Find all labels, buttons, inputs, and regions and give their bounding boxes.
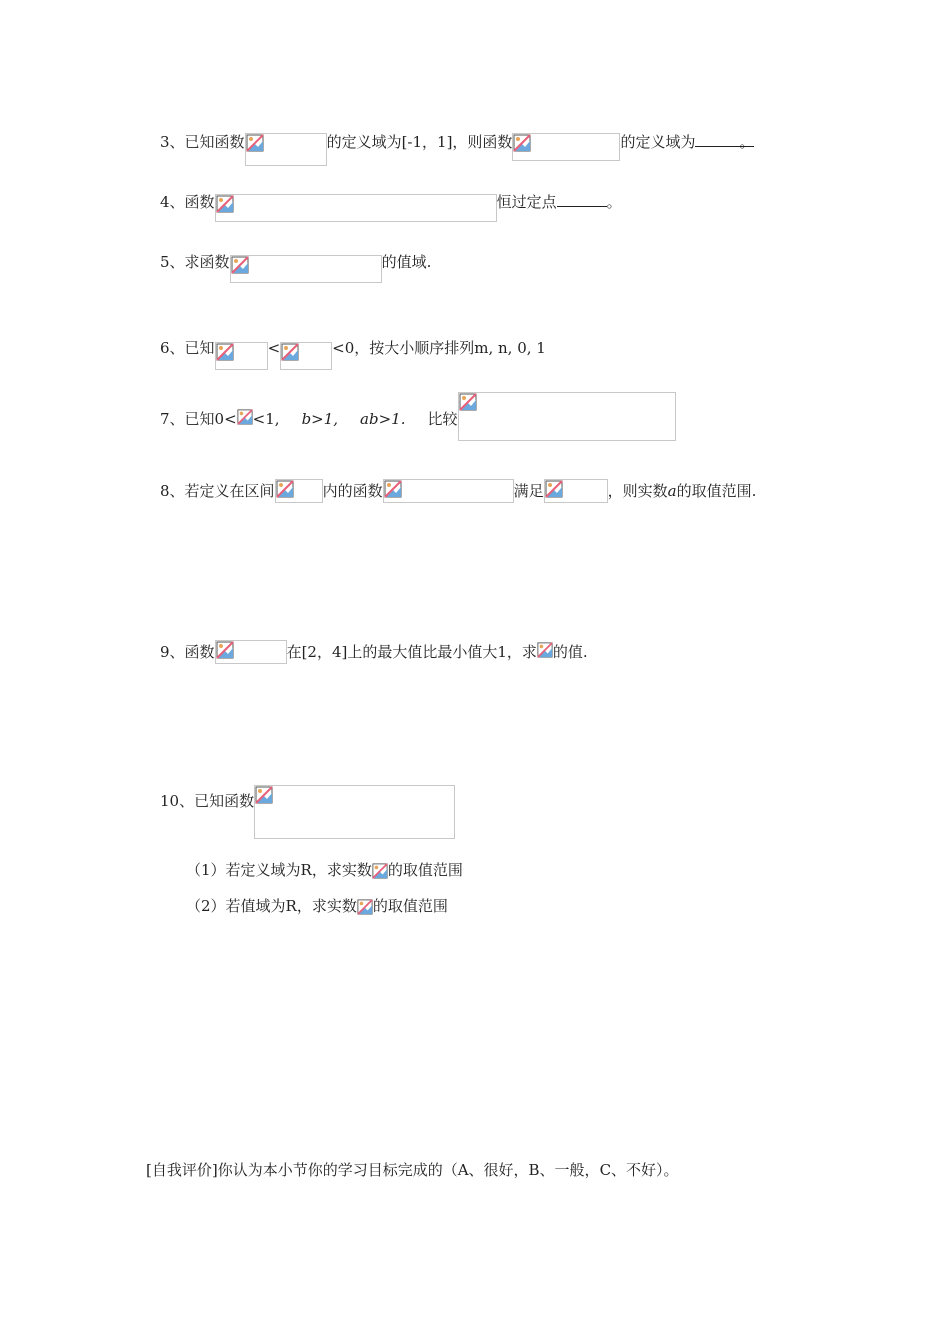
formula-image (237, 409, 253, 427)
broken-image-icon (357, 899, 373, 915)
broken-image-icon (231, 256, 249, 274)
broken-image-icon (255, 786, 273, 804)
question-text: < (267, 339, 281, 357)
question-5 (160, 250, 431, 283)
question-text: 的取值范围 (387, 861, 463, 879)
question-text: 已知 (184, 339, 215, 357)
question-7 (160, 392, 676, 441)
question-text: ab>1. (360, 410, 406, 428)
question-9 (160, 640, 588, 664)
formula-image (215, 194, 497, 222)
formula-image (357, 899, 373, 919)
formula-image (383, 479, 514, 503)
question-text: a (667, 482, 677, 500)
question-text: 的定义域为 (620, 133, 696, 151)
question-text: 。 (606, 193, 622, 211)
question-text: 的取值范围 (372, 897, 448, 915)
self-evaluation-text: [自我评价]你认为本小节你的学习目标完成的（A、很好，B、一般，C、不好）。 (146, 1161, 679, 1179)
question-number: 5、 (160, 253, 185, 271)
question-text: b>1, (301, 410, 339, 428)
question-text: 若定义在区间 (184, 482, 275, 500)
broken-image-icon (237, 409, 253, 425)
question-text: 的值. (552, 643, 588, 661)
broken-image-icon (216, 195, 234, 213)
question-text: 内的函数 (322, 482, 383, 500)
formula-image (458, 392, 676, 441)
question-text: 已知函数 (184, 133, 245, 151)
question-text: 的取值范围. (676, 482, 757, 500)
formula-image (537, 642, 553, 660)
question-number: 7、 (160, 410, 185, 428)
self-evaluation (146, 1158, 679, 1180)
formula-image (280, 342, 332, 370)
broken-image-icon (216, 641, 234, 659)
formula-image (275, 479, 323, 503)
answer-blank[interactable] (695, 130, 739, 147)
question-text: 的定义域为[-1，1]，则函数 (326, 133, 513, 151)
question-number: 8、 (160, 482, 185, 500)
question-text: <1, (252, 410, 280, 428)
broken-image-icon (216, 343, 234, 361)
question-text: 的值域. (381, 253, 432, 271)
question-text: <0，按大小顺序排列m, n, 0, 1 (332, 339, 546, 357)
formula-image (372, 863, 388, 883)
formula-image (245, 133, 327, 166)
question-10 (160, 785, 455, 839)
question-number: 9、 (160, 643, 185, 661)
question-text: ，则实数 (607, 482, 668, 500)
question-10-part-1 (186, 858, 463, 883)
broken-image-icon (384, 480, 402, 498)
question-10-part-2 (186, 894, 448, 919)
formula-image (215, 640, 287, 664)
broken-image-icon (246, 134, 264, 152)
question-number: 10、 (160, 792, 195, 810)
question-text: 已知0< (184, 410, 237, 428)
question-3 (160, 130, 754, 166)
question-text: 满足 (513, 482, 544, 500)
broken-image-icon (459, 393, 477, 411)
broken-image-icon (372, 863, 388, 879)
broken-image-icon (281, 343, 299, 361)
question-text: 求函数 (184, 253, 230, 271)
question-text: 已知函数 (194, 792, 255, 810)
question-text: （1）若定义域为R，求实数 (186, 861, 372, 879)
question-number: 3、 (160, 133, 185, 151)
question-text: 函数 (184, 643, 215, 661)
formula-image (254, 785, 455, 839)
question-text: 比较 (427, 410, 458, 428)
formula-image (230, 255, 382, 283)
question-text: 。 (739, 130, 754, 147)
formula-image (512, 133, 620, 161)
broken-image-icon (537, 642, 553, 658)
broken-image-icon (545, 480, 563, 498)
question-text: 函数 (184, 193, 215, 211)
question-text: （2）若值域为R，求实数 (186, 897, 357, 915)
formula-image (544, 479, 608, 503)
answer-blank[interactable] (557, 190, 607, 207)
question-text: 在[2，4]上的最大值比最小值大1，求 (286, 643, 537, 661)
question-8 (160, 479, 756, 503)
broken-image-icon (513, 134, 531, 152)
broken-image-icon (276, 480, 294, 498)
question-text: 恒过定点 (496, 193, 557, 211)
question-number: 6、 (160, 339, 185, 357)
question-4 (160, 190, 622, 222)
question-number: 4、 (160, 193, 185, 211)
question-6 (160, 336, 546, 370)
formula-image (215, 342, 268, 370)
